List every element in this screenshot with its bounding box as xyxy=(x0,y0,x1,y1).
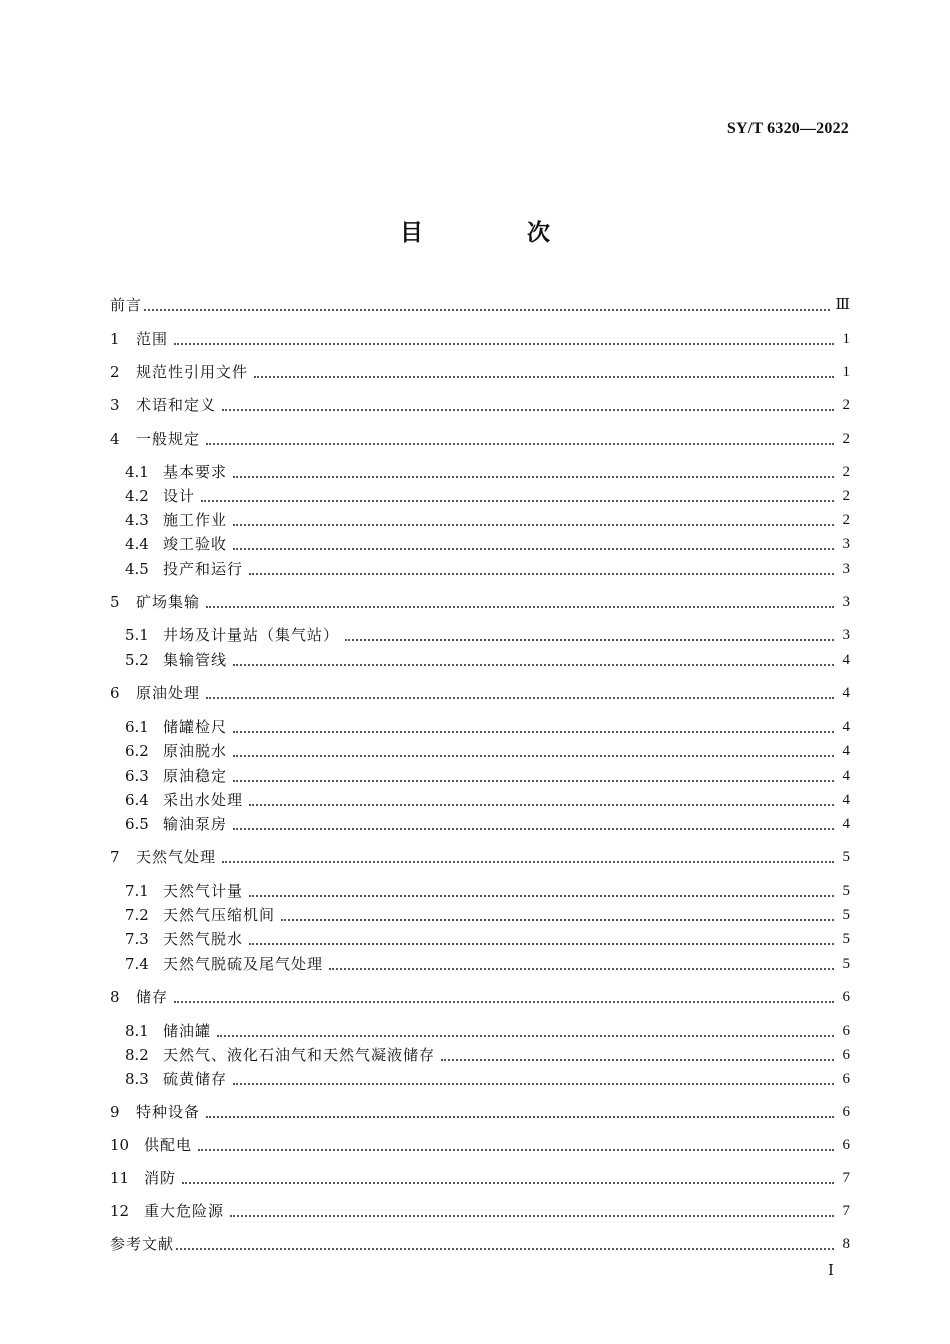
toc-entry-page: 3 xyxy=(842,594,850,610)
toc-entry-number: 1 xyxy=(110,330,120,348)
toc-entry-label: 采出水处理 xyxy=(163,791,244,809)
toc-entry-number: 4 xyxy=(110,430,120,448)
toc-entry-label: 参考文献 xyxy=(110,1235,175,1253)
dot-leader xyxy=(233,828,834,830)
toc-entry-page: 2 xyxy=(842,512,850,528)
toc-entry-number: 12 xyxy=(110,1202,130,1220)
toc-entry-label: 天然气压缩机间 xyxy=(163,906,276,924)
toc-entry-label: 天然气处理 xyxy=(136,848,217,866)
toc-entry[interactable] xyxy=(110,294,850,316)
standard-code: SY/T 6320—2022 xyxy=(726,120,849,137)
toc-entry-label: 重大危险源 xyxy=(144,1202,225,1220)
toc-entry-label: 特种设备 xyxy=(136,1103,201,1121)
dot-leader xyxy=(249,943,834,945)
toc-entry-label: 天然气、液化石油气和天然气凝液储存 xyxy=(163,1046,436,1064)
toc-entry-number: 6.1 xyxy=(125,718,149,736)
dot-leader xyxy=(281,919,834,921)
dot-leader xyxy=(249,804,834,806)
toc-entry-label: 术语和定义 xyxy=(136,396,217,414)
dot-leader xyxy=(174,1001,834,1003)
toc-entry-number: 6.2 xyxy=(125,742,149,760)
toc-entry[interactable] xyxy=(110,1134,850,1156)
toc-entry-number: 7.2 xyxy=(125,906,149,924)
toc-entry-page: 4 xyxy=(842,768,850,784)
toc-entry[interactable] xyxy=(125,904,850,926)
dot-leader xyxy=(230,1215,834,1217)
toc-entry-page: 1 xyxy=(842,331,850,347)
toc-entry[interactable] xyxy=(125,509,850,531)
dot-leader xyxy=(206,443,834,445)
toc-entry-number: 8.3 xyxy=(125,1070,149,1088)
toc-entry-page: 7 xyxy=(842,1203,850,1219)
dot-leader xyxy=(206,697,834,699)
toc-entry[interactable] xyxy=(125,533,850,555)
toc-entry-page: 6 xyxy=(842,989,850,1005)
toc-entry-label: 前言 xyxy=(110,296,143,314)
toc-entry-number: 8 xyxy=(110,988,120,1006)
toc-entry-label: 设计 xyxy=(163,487,196,505)
toc-title: 目 次 xyxy=(399,220,598,246)
toc-entry-number: 2 xyxy=(110,363,120,381)
toc-entry-number: 4.3 xyxy=(125,511,149,529)
toc-entry[interactable] xyxy=(125,880,850,902)
toc-entry-page: 5 xyxy=(842,907,850,923)
dot-leader xyxy=(217,1035,834,1037)
dot-leader xyxy=(233,664,834,666)
toc-entry-label: 储罐检尺 xyxy=(163,718,228,736)
toc-entry-page: 4 xyxy=(842,816,850,832)
toc-entry-number: 9 xyxy=(110,1103,120,1121)
dot-leader xyxy=(176,1248,834,1250)
toc-entry[interactable] xyxy=(125,928,850,950)
dot-leader xyxy=(345,639,834,641)
toc-entry[interactable] xyxy=(125,1044,850,1066)
toc-entry-page: 2 xyxy=(842,488,850,504)
dot-leader xyxy=(233,780,834,782)
toc-entry[interactable] xyxy=(125,558,850,580)
toc-entry-label: 储存 xyxy=(136,988,169,1006)
toc-entry-number: 5.1 xyxy=(125,626,149,644)
toc-entry-number: 7.3 xyxy=(125,930,149,948)
dot-leader xyxy=(233,524,834,526)
toc-entry-page: 6 xyxy=(842,1023,850,1039)
toc-entry[interactable] xyxy=(125,461,850,483)
toc-entry-page: 6 xyxy=(842,1071,850,1087)
toc-entry-page: 4 xyxy=(842,652,850,668)
toc-entry[interactable] xyxy=(125,485,850,507)
toc-entry-page: 7 xyxy=(842,1170,850,1186)
dot-leader xyxy=(182,1182,834,1184)
toc-entry-page: 2 xyxy=(842,431,850,447)
toc-entry-label: 投产和运行 xyxy=(163,560,244,578)
dot-leader xyxy=(233,731,834,733)
toc-entry-number: 10 xyxy=(110,1136,130,1154)
toc-entry-label: 原油脱水 xyxy=(163,742,228,760)
toc-entry-label: 硫黄储存 xyxy=(163,1070,228,1088)
toc-entry-page: 5 xyxy=(842,883,850,899)
toc-entry[interactable] xyxy=(125,765,850,787)
dot-leader xyxy=(249,573,834,575)
toc-entry[interactable] xyxy=(110,1101,850,1123)
toc-entry-page: 6 xyxy=(842,1137,850,1153)
toc-entry-label: 原油稳定 xyxy=(163,767,228,785)
toc-entry-number: 4.5 xyxy=(125,560,149,578)
toc-entry[interactable] xyxy=(125,716,850,738)
toc-entry-label: 井场及计量站（集气站） xyxy=(163,626,340,644)
toc-entry-label: 储油罐 xyxy=(163,1022,212,1040)
toc-entry-label: 施工作业 xyxy=(163,511,228,529)
toc-entry-label: 集输管线 xyxy=(163,651,228,669)
toc-entry-page: 3 xyxy=(842,536,850,552)
toc-entry[interactable] xyxy=(110,591,850,613)
toc-entry-label: 天然气脱水 xyxy=(163,930,244,948)
toc-entry-page: 8 xyxy=(842,1236,850,1252)
toc-entry-number: 6.4 xyxy=(125,791,149,809)
toc-entry-label: 竣工验收 xyxy=(163,535,228,553)
dot-leader xyxy=(233,1083,834,1085)
dot-leader xyxy=(329,968,834,970)
toc-entry-number: 4.4 xyxy=(125,535,149,553)
dot-leader xyxy=(198,1149,834,1151)
toc-entry-page: 4 xyxy=(842,719,850,735)
dot-leader xyxy=(206,606,834,608)
toc-entry[interactable] xyxy=(110,682,850,704)
toc-entry-number: 6.3 xyxy=(125,767,149,785)
toc-entry-page: 5 xyxy=(842,849,850,865)
dot-leader xyxy=(206,1116,834,1118)
toc-entry-number: 4.1 xyxy=(125,463,149,481)
toc-entry-number: 11 xyxy=(110,1169,130,1187)
toc-entry-label: 原油处理 xyxy=(136,684,201,702)
toc-entry-label: 范围 xyxy=(136,330,169,348)
toc-entry-number: 5.2 xyxy=(125,651,149,669)
toc-entry[interactable] xyxy=(125,1068,850,1090)
toc-entry-page: 4 xyxy=(842,685,850,701)
toc-entry[interactable] xyxy=(125,740,850,762)
toc-entry-page: 3 xyxy=(842,627,850,643)
toc-entry-number: 7.4 xyxy=(125,955,149,973)
toc-entry[interactable] xyxy=(110,986,850,1008)
toc-entry[interactable] xyxy=(110,1200,850,1222)
toc-entry-number: 7.1 xyxy=(125,882,149,900)
toc-entry-page: 4 xyxy=(842,743,850,759)
toc-entry-label: 基本要求 xyxy=(163,463,228,481)
dot-leader xyxy=(144,309,830,311)
toc-entry-label: 输油泵房 xyxy=(163,815,228,833)
toc-entry[interactable] xyxy=(110,361,850,383)
dot-leader xyxy=(249,895,834,897)
toc-entry-number: 8.2 xyxy=(125,1046,149,1064)
dot-leader xyxy=(201,500,834,502)
toc-entry[interactable] xyxy=(125,953,850,975)
toc-entry[interactable] xyxy=(125,1020,850,1042)
dot-leader xyxy=(222,409,834,411)
dot-leader xyxy=(233,755,834,757)
toc-entry[interactable] xyxy=(125,813,850,835)
dot-leader xyxy=(174,343,834,345)
toc-entry-page: 2 xyxy=(842,397,850,413)
toc-entry-label: 供配电 xyxy=(144,1136,193,1154)
toc-entry[interactable] xyxy=(110,328,850,350)
toc-entry-label: 天然气计量 xyxy=(163,882,244,900)
toc-entry-page: 5 xyxy=(842,956,850,972)
toc-entry-number: 8.1 xyxy=(125,1022,149,1040)
toc-entry-page: 3 xyxy=(842,561,850,577)
dot-leader xyxy=(222,861,834,863)
toc-entry-label: 一般规定 xyxy=(136,430,201,448)
toc-entry-label: 天然气脱硫及尾气处理 xyxy=(163,955,324,973)
toc-entry-number: 6.5 xyxy=(125,815,149,833)
page-folio: Ⅰ xyxy=(828,1263,834,1279)
toc-entry-page: 5 xyxy=(842,931,850,947)
toc-entry-label: 规范性引用文件 xyxy=(136,363,249,381)
toc-entry-label: 消防 xyxy=(144,1169,177,1187)
toc-entry[interactable] xyxy=(125,789,850,811)
toc-entry-number: 6 xyxy=(110,684,120,702)
toc-entry-label: 矿场集输 xyxy=(136,593,201,611)
toc-entry-page: Ⅲ xyxy=(835,297,850,313)
dot-leader xyxy=(233,476,834,478)
toc-entry-page: 2 xyxy=(842,464,850,480)
toc-entry-number: 4.2 xyxy=(125,487,149,505)
toc-entry[interactable] xyxy=(125,624,850,646)
toc-entry-number: 5 xyxy=(110,593,120,611)
toc-entry-page: 6 xyxy=(842,1104,850,1120)
toc-entry-number: 3 xyxy=(110,396,120,414)
toc-entry[interactable] xyxy=(110,428,850,450)
toc-entry-page: 1 xyxy=(842,364,850,380)
toc-entry[interactable] xyxy=(110,1233,850,1255)
toc-entry-number: 7 xyxy=(110,848,120,866)
dot-leader xyxy=(233,548,834,550)
toc-entry[interactable] xyxy=(125,649,850,671)
toc-entry[interactable] xyxy=(110,394,850,416)
toc-entry[interactable] xyxy=(110,1167,850,1189)
dot-leader xyxy=(441,1059,834,1061)
toc-entry[interactable] xyxy=(110,846,850,868)
dot-leader xyxy=(254,376,834,378)
toc-entry-page: 4 xyxy=(842,792,850,808)
toc-entry-page: 6 xyxy=(842,1047,850,1063)
